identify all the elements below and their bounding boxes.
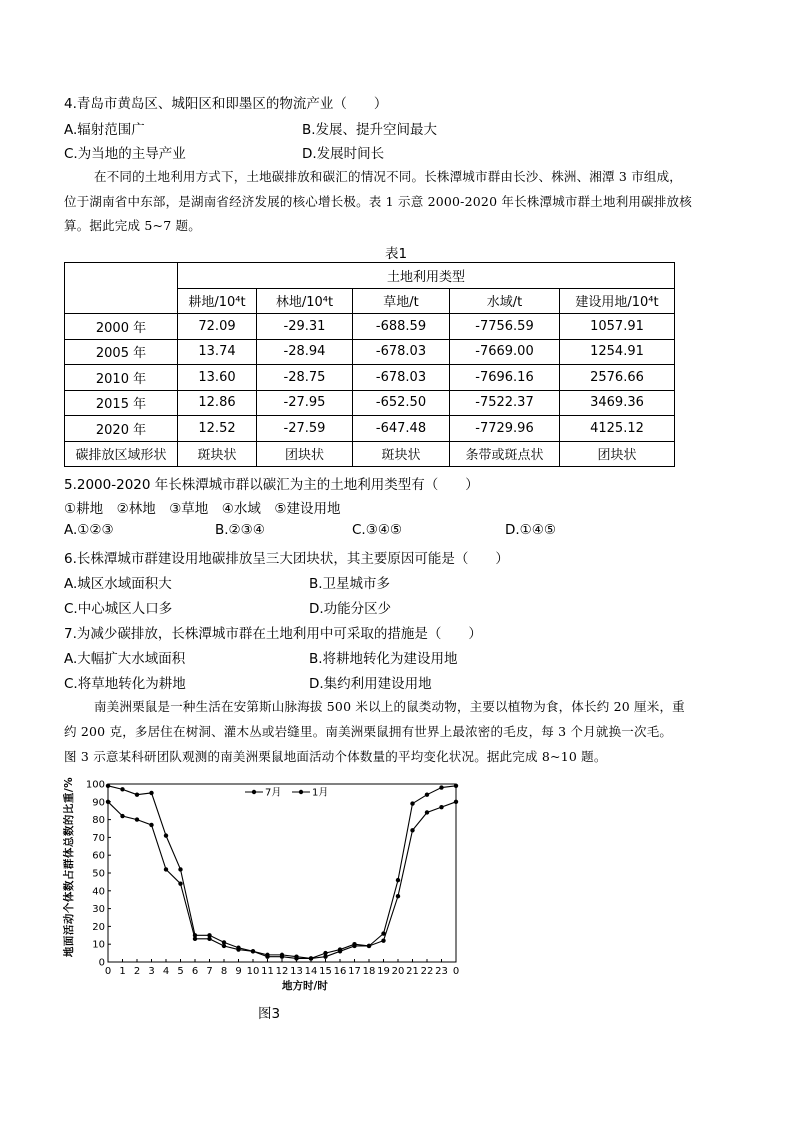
column-header: 建设用地/10⁴t xyxy=(560,288,675,314)
table-cell: 72.09 xyxy=(178,314,257,340)
data-point xyxy=(178,881,182,885)
data-point xyxy=(425,810,429,814)
x-tick-label: 10 xyxy=(246,966,260,977)
table-cell: -688.59 xyxy=(353,314,450,340)
data-point xyxy=(120,814,124,818)
row-label: 2000 年 xyxy=(65,314,178,340)
q6-option-d: D.功能分区少 xyxy=(309,601,392,617)
y-tick-label: 60 xyxy=(92,850,105,862)
data-point xyxy=(222,944,226,948)
data-point xyxy=(323,954,327,958)
table-cell: 13.74 xyxy=(178,339,257,365)
row-label: 碳排放区域形状 xyxy=(65,441,178,467)
table1 xyxy=(64,262,675,467)
data-point xyxy=(280,954,284,958)
y-tick-label: 10 xyxy=(92,939,105,951)
x-tick-label: 23 xyxy=(435,966,448,977)
q4-stem: 4.青岛市黄岛区、城阳区和即墨区的物流产业（ ） xyxy=(64,96,388,112)
table-cell: -652.50 xyxy=(353,390,450,416)
table1-caption: 表1 xyxy=(385,246,408,262)
table-cell: 12.86 xyxy=(178,390,257,416)
data-point xyxy=(135,817,139,821)
data-point xyxy=(178,867,182,871)
data-point xyxy=(120,787,124,791)
x-tick-label: 9 xyxy=(235,966,242,977)
table-corner-cell xyxy=(65,263,178,314)
q7-option-b: B.将耕地转化为建设用地 xyxy=(309,651,458,667)
data-point xyxy=(454,800,458,804)
table-row xyxy=(65,314,675,340)
table-cell: -7729.96 xyxy=(450,416,560,442)
data-point xyxy=(294,956,298,960)
x-tick-label: 0 xyxy=(452,966,460,977)
series-line-1月 xyxy=(108,802,456,959)
table-cell: -29.31 xyxy=(257,314,353,340)
passage1-line1: 在不同的土地利用方式下，土地碳排放和碳汇的情况不同。长株潭城市群由长沙、株洲、湘潭 3 市组成， xyxy=(94,169,683,184)
x-tick-label: 22 xyxy=(420,966,434,977)
q4-option-d: D.发展时间长 xyxy=(302,146,385,162)
data-point xyxy=(265,954,269,958)
column-header: 耕地/10⁴t xyxy=(178,288,257,314)
data-point xyxy=(338,949,342,953)
y-tick-label: 50 xyxy=(92,868,105,880)
q6-option-c: C.中心城区人口多 xyxy=(64,601,173,617)
x-axis-label: 地方时/时 xyxy=(282,980,328,992)
table-cell: -7696.16 xyxy=(450,365,560,391)
table-row xyxy=(65,339,675,365)
q5-items: ①耕地 ②林地 ③草地 ④水域 ⑤建设用地 xyxy=(64,501,341,517)
q7-option-a: A.大幅扩大水域面积 xyxy=(64,651,186,667)
q6-option-a: A.城区水域面积大 xyxy=(64,576,172,592)
y-tick-label: 40 xyxy=(92,886,105,898)
x-tick-label: 15 xyxy=(319,966,332,977)
y-tick-label: 20 xyxy=(92,921,105,933)
legend-label: 1月 xyxy=(312,787,329,799)
data-point xyxy=(106,784,110,788)
x-tick-label: 11 xyxy=(261,966,274,977)
x-tick-label: 13 xyxy=(290,966,303,977)
data-point xyxy=(367,944,371,948)
data-point xyxy=(439,785,443,789)
x-tick-label: 3 xyxy=(148,966,155,977)
x-tick-label: 8 xyxy=(220,966,228,977)
y-tick-label: 100 xyxy=(85,779,105,791)
data-point xyxy=(207,937,211,941)
x-tick-label: 12 xyxy=(275,966,289,977)
table-cell: 13.60 xyxy=(178,365,257,391)
data-point xyxy=(236,947,240,951)
table-cell: -28.94 xyxy=(257,339,353,365)
x-tick-label: 19 xyxy=(377,966,390,977)
x-tick-label: 14 xyxy=(304,966,318,977)
passage1-line2: 位于湖南省中东部，是湖南省经济发展的核心增长极。表 1 示意 2000-2020 年长株潭城市群土地利用碳排放核 xyxy=(64,194,692,209)
table-cell: -27.95 xyxy=(257,390,353,416)
data-point xyxy=(106,800,110,804)
q5-option-b: B.②③④ xyxy=(215,522,265,538)
data-point xyxy=(439,805,443,809)
passage2-line3: 图 3 示意某科研团队观测的南美洲栗鼠地面活动个体数量的平均变化状况。据此完成 8~10 题。 xyxy=(64,749,607,764)
y-tick-label: 70 xyxy=(92,832,105,844)
table-cell: 条带或斑点状 xyxy=(450,441,560,467)
q4-option-b: B.发展、提升空间最大 xyxy=(302,122,438,138)
table-row xyxy=(65,390,675,416)
table-cell: 斑块状 xyxy=(353,441,450,467)
table-row xyxy=(65,441,675,467)
data-point xyxy=(425,792,429,796)
table-cell: 3469.36 xyxy=(560,390,675,416)
y-axis-label: 地面活动个体数占群体总数的比重/% xyxy=(63,776,75,958)
table-cell: 4125.12 xyxy=(560,416,675,442)
row-label: 2005 年 xyxy=(65,339,178,365)
x-tick-label: 18 xyxy=(362,966,376,977)
table-cell: 团块状 xyxy=(257,441,353,467)
data-point xyxy=(396,894,400,898)
q6-option-b: B.卫星城市多 xyxy=(309,576,391,592)
table-cell: -7669.00 xyxy=(450,339,560,365)
table-cell: 斑块状 xyxy=(178,441,257,467)
data-point xyxy=(454,784,458,788)
figure3-caption: 图3 xyxy=(258,1006,281,1022)
table-cell: 2576.66 xyxy=(560,365,675,391)
q5-option-c: C.③④⑤ xyxy=(352,522,403,538)
column-header: 水域/t xyxy=(450,288,560,314)
data-point xyxy=(410,801,414,805)
row-label: 2020 年 xyxy=(65,416,178,442)
x-tick-label: 6 xyxy=(191,966,199,977)
data-point xyxy=(164,867,168,871)
table-cell: -28.75 xyxy=(257,365,353,391)
passage2-line1: 南美洲栗鼠是一种生活在安第斯山脉海拔 500 米以上的鼠类动物，主要以植物为食，体长约 20 厘米，重 xyxy=(94,699,685,714)
y-tick-label: 90 xyxy=(92,797,105,809)
row-label: 2015 年 xyxy=(65,390,178,416)
table-cell: -7756.59 xyxy=(450,314,560,340)
y-tick-label: 0 xyxy=(98,957,105,969)
passage2-line2: 约 200 克，多居住在树洞、灌木丛或岩缝里。南美洲栗鼠拥有世界上最浓密的毛皮，每 3 个月就换一次毛。 xyxy=(64,724,673,739)
table-cell: -678.03 xyxy=(353,365,450,391)
x-tick-label: 5 xyxy=(177,966,184,977)
q7-stem: 7.为减少碳排放，长株潭城市群在土地利用中可采取的措施是（ ） xyxy=(64,626,482,642)
y-tick-label: 80 xyxy=(92,815,105,827)
q5-option-d: D.①④⑤ xyxy=(505,522,556,538)
data-point xyxy=(135,792,139,796)
table-cell: 1254.91 xyxy=(560,339,675,365)
q6-stem: 6.长株潭城市群建设用地碳排放呈三大团块状，其主要原因可能是（ ） xyxy=(64,551,509,567)
y-tick-label: 30 xyxy=(92,904,105,916)
x-tick-label: 21 xyxy=(406,966,419,977)
q4-option-c: C.为当地的主导产业 xyxy=(64,146,186,162)
table-cell: -678.03 xyxy=(353,339,450,365)
passage1-line3: 算。据此完成 5~7 题。 xyxy=(64,218,201,233)
table-cell: 团块状 xyxy=(560,441,675,467)
table-cell: -27.59 xyxy=(257,416,353,442)
data-point xyxy=(396,878,400,882)
data-point xyxy=(149,823,153,827)
x-tick-label: 16 xyxy=(333,966,347,977)
q7-option-c: C.将草地转化为耕地 xyxy=(64,676,186,692)
q7-option-d: D.集约利用建设用地 xyxy=(309,676,432,692)
plot-frame xyxy=(108,784,456,962)
x-tick-label: 4 xyxy=(162,966,170,977)
data-point xyxy=(193,937,197,941)
data-point xyxy=(164,833,168,837)
column-header: 林地/10⁴t xyxy=(257,288,353,314)
column-header: 草地/t xyxy=(353,288,450,314)
q4-option-a: A.辐射范围广 xyxy=(64,122,145,138)
data-point xyxy=(149,791,153,795)
x-tick-label: 20 xyxy=(391,966,405,977)
x-tick-label: 1 xyxy=(119,966,126,977)
table-cell: 1057.91 xyxy=(560,314,675,340)
legend-label: 7月 xyxy=(265,787,282,799)
table-row xyxy=(65,416,675,442)
x-tick-label: 2 xyxy=(133,966,141,977)
x-tick-label: 7 xyxy=(206,966,213,977)
table-cell: -647.48 xyxy=(353,416,450,442)
x-tick-label: 17 xyxy=(348,966,361,977)
legend-marker xyxy=(252,790,256,794)
x-tick-label: 0 xyxy=(104,966,112,977)
data-point xyxy=(410,828,414,832)
data-point xyxy=(381,938,385,942)
q5-stem: 5.2000-2020 年长株潭城市群以碳汇为主的土地利用类型有（ ） xyxy=(64,477,479,493)
activity-line-chart xyxy=(60,770,480,1005)
table-group-header: 土地利用类型 xyxy=(178,263,675,289)
table-cell: 12.52 xyxy=(178,416,257,442)
q5-option-a: A.①②③ xyxy=(64,522,114,538)
row-label: 2010 年 xyxy=(65,365,178,391)
data-point xyxy=(309,956,313,960)
data-point xyxy=(251,949,255,953)
table-row xyxy=(65,365,675,391)
data-point xyxy=(352,944,356,948)
table-cell: -7522.37 xyxy=(450,390,560,416)
legend-marker xyxy=(299,790,303,794)
